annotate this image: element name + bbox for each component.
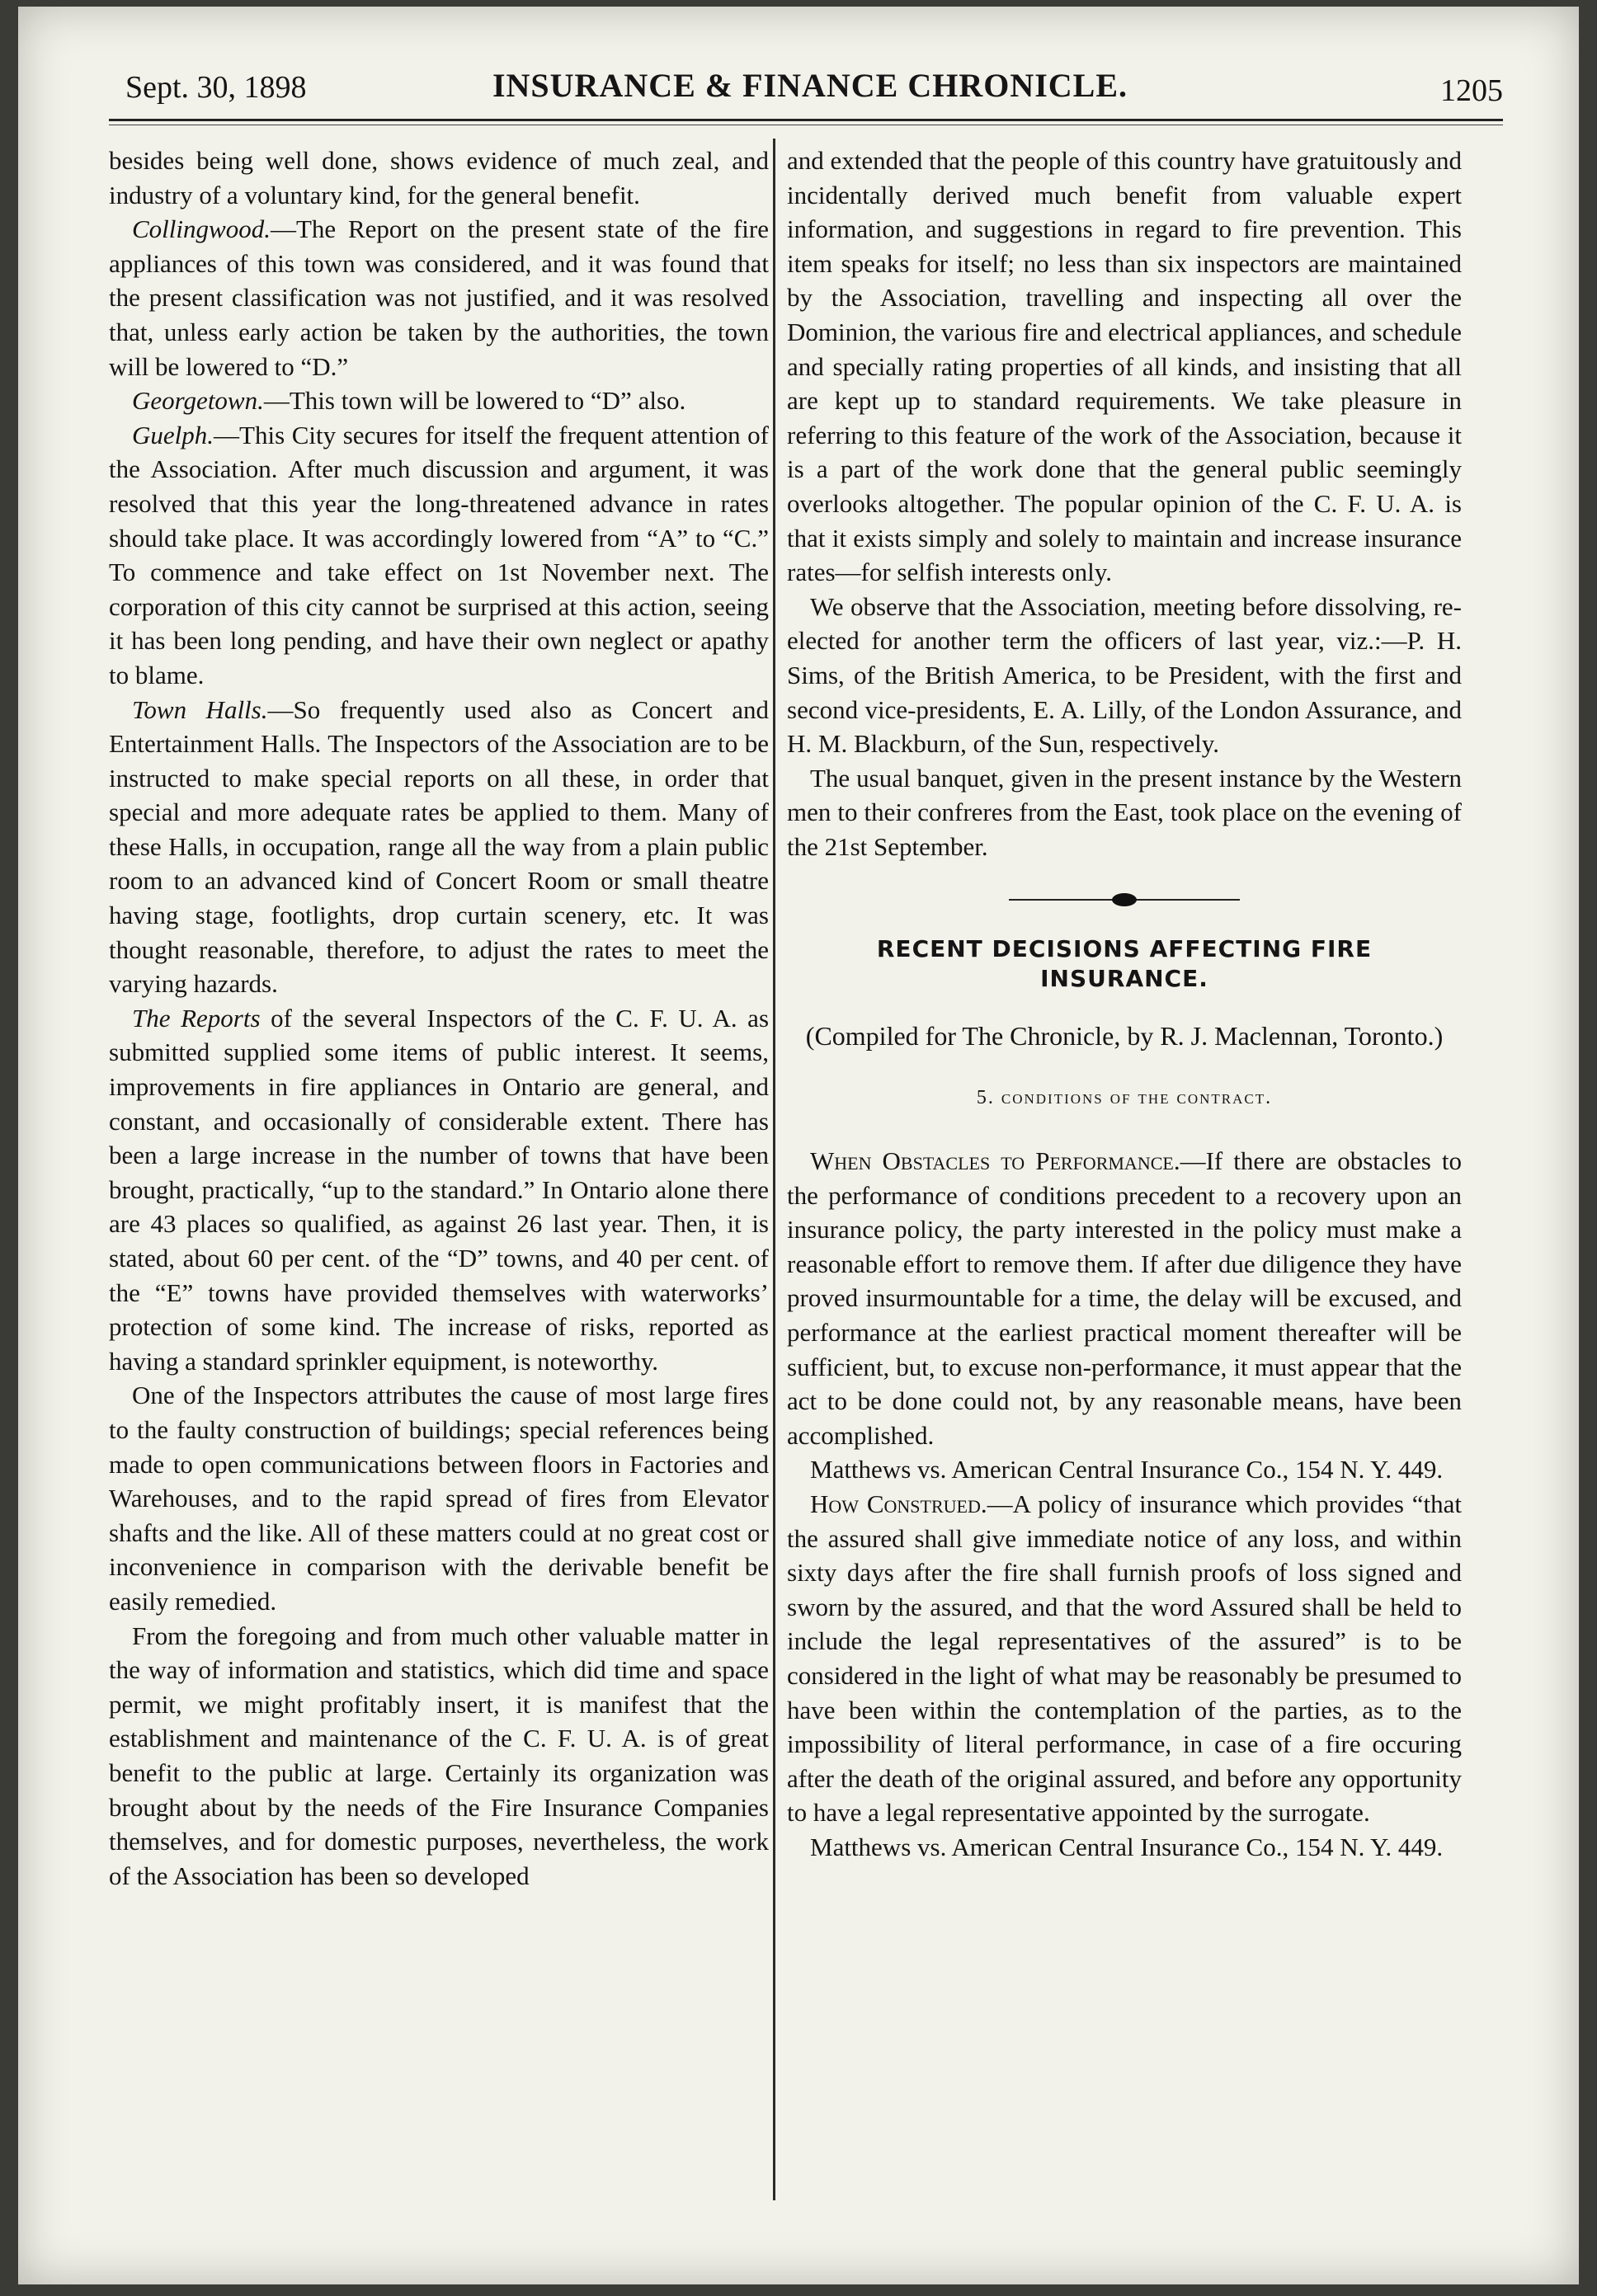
paragraph-guelph bbox=[109, 418, 769, 693]
ornamental-divider bbox=[1009, 892, 1240, 908]
compiled-credit: (Compiled for The Chronicle, by R. J. Maclennan, Toronto.) bbox=[805, 1021, 1444, 1052]
section-title: RECENT DECISIONS AFFECTING FIRE INSURANCE. bbox=[876, 935, 1373, 993]
paragraph-how-construed bbox=[787, 1487, 1462, 1830]
paragraph: besides being well done, shows evidence of much zeal, and industry of a voluntary kind, for the general benefit. bbox=[109, 146, 769, 209]
left-column bbox=[109, 144, 769, 1893]
paragraph-text: —The Report on the present state of the fire appliances of this town was considered, and it was found that the present classification was not justified, and it was resolved that, unless early action be taken by the authorities, the town will be lowered to “D.” bbox=[109, 214, 769, 381]
paragraph-text: —This City secures for itself the frequent attention of the Association. After much discussion and argument, it was resolved that this year the long-threatened advance in rates should take place. It was accordingly lowered from “A” to “C.” To commence and take effect on 1st November next. The corporation of this city cannot be surprised at this action, seeing it has been long pending, and have their own neglect or apathy to blame. bbox=[109, 420, 769, 689]
paragraph: We observe that the Association, meeting before dissolving, re-elected for another term the officers of last year, viz.:—P. H. Sims, of the British America, to be President, with the first and second vice-presidents, E. A. Lilly, of the London Assurance, and H. M. Blackburn, of the Sun, respectively. bbox=[787, 591, 1462, 759]
right-column bbox=[787, 144, 1462, 1865]
paragraph-lead: Georgetown. bbox=[132, 386, 264, 416]
paragraph-lead: Town Halls. bbox=[132, 694, 268, 724]
column-divider bbox=[773, 139, 775, 2200]
page-number: 1205 bbox=[1440, 73, 1503, 108]
paragraph-lead: The Reports bbox=[132, 1003, 261, 1033]
case-citation: Matthews vs. American Central Insurance Co., 154 N. Y. 449. bbox=[810, 1455, 1444, 1484]
paragraph-reports bbox=[109, 1001, 769, 1379]
publication-title: INSURANCE & FINANCE CHRONICLE. bbox=[492, 67, 1128, 104]
issue-date: Sept. 30, 1898 bbox=[125, 70, 307, 105]
paragraph-town-halls bbox=[109, 693, 769, 1001]
paragraph-text: —If there are obstacles to the performance of conditions precedent to a recovery upon an insurance policy, the party interested in the policy must make a reasonable effort to remove them. If after due diligence they have proved insurmountable for a time, the delay will be excused, and performance at the earliest practical moment thereafter will be sufficient, but, to excuse non-performance, it must appear that the act to be done could not, by any reasonable means, have been accomplished. bbox=[787, 1146, 1462, 1450]
paragraph: One of the Inspectors attributes the cause of most large fires to the faulty construction of buildings; special references being made to open communications between floors in Factories and Warehouses, and to the rapid spread of fires from Elevator shafts and the like. All of these matters could at no great cost or inconvenience in comparison with the derivable benefit be easily remedied. bbox=[109, 1381, 769, 1616]
paragraph-text: of the several Inspectors of the C. F. U. A. as submitted supplied some items of public interest. It seems, improvements in fire appliances in Ontario are general, and constant, and occasionally of considerable extent. There has been a large increase in the number of towns that have been brought, practically, “up to the standard.” In Ontario alone there are 43 places so qualified, as against 26 last year. Then, it is stated, about 60 per cent. of the “D” towns, and 40 per cent. of the “E” towns have provided themselves with waterworks’ protection of some kind. The increase of risks, reported as having a standard sprinkler equipment, is noteworthy. bbox=[109, 1003, 770, 1376]
paragraph-collingwood bbox=[109, 212, 769, 383]
header-rule bbox=[109, 119, 1503, 125]
paragraph-georgetown bbox=[109, 383, 769, 418]
paragraph-text: —A policy of insurance which provides “that the assured shall give immediate notice of any loss, and within sixty days after the fire shall furnish proofs of loss signed and sworn by the assured, and that the word Assured shall be held to include the legal representatives of the assured” is to be considered in the light of what may be reasonably be presumed to have been within the contemplation of the parties, as to the impossibility of literal performance, in case of a fire occuring after the death of the original assured, and before any opportunity to have a legal representative appointed by the surrogate. bbox=[787, 1489, 1462, 1828]
paragraph-text: —This town will be lowered to “D” also. bbox=[263, 386, 686, 416]
paragraph: and extended that the people of this country have gratuitously and incidentally derived much benefit from valuable expert information, and suggestions in regard to fire prevention. This item speaks for itself; no less than six inspectors are maintained by the Association, travelling and inspecting all over the Dominion, the various fire and electrical appliances, and schedule and specially rating properties of all kinds, and insisting that all are kept up to standard requirements. We take pleasure in referring to this feature of the work of the Association, because it is a part of the work done that the general public seemingly overlooks altogether. The popular opinion of the C. F. U. A. is that it exists simply and solely to maintain and increase insurance rates—for selfish interests only. bbox=[787, 146, 1462, 587]
subheading: 5. conditions of the contract. bbox=[976, 1087, 1273, 1109]
paragraph: The usual banquet, given in the present instance by the Western men to their confreres from the East, took place on the evening of the 21st September. bbox=[787, 763, 1462, 861]
paragraph-lead: Collingwood. bbox=[132, 214, 271, 244]
scanned-page bbox=[18, 7, 1579, 2284]
paragraph-lead: When Obstacles to Performance. bbox=[810, 1146, 1180, 1176]
paragraph-lead: How Construed. bbox=[810, 1489, 987, 1518]
case-citation: Matthews vs. American Central Insurance Co., 154 N. Y. 449. bbox=[810, 1832, 1444, 1861]
paragraph-text: —So frequently used also as Concert and Entertainment Halls. The Inspectors of the Association are to be instructed to make special reports on all these, in order that special and more adequate rates be applied to them. Many of these Halls, in occupation, range all the way from a plain public room to an advanced kind of Concert Room or small theatre having stage, footlights, drop curtain scenery, etc. It was thought reasonable, therefore, to adjust the rates to meet the varying hazards. bbox=[109, 694, 769, 999]
running-header bbox=[101, 66, 1519, 115]
ornament-center bbox=[1112, 893, 1137, 906]
paragraph-lead: Guelph. bbox=[132, 420, 214, 449]
paragraph-obstacles bbox=[787, 1144, 1462, 1452]
paragraph: From the foregoing and from much other valuable matter in the way of information and statistics, which did time and space permit, we might profitably insert, it is manifest that the establishment and maintenance of the C. F. U. A. is of great benefit to the public at large. Certainly its organization was brought about by the needs of the Fire Insurance Companies themselves, and for domestic purposes, nevertheless, the work of the Association has been so developed bbox=[109, 1621, 769, 1890]
